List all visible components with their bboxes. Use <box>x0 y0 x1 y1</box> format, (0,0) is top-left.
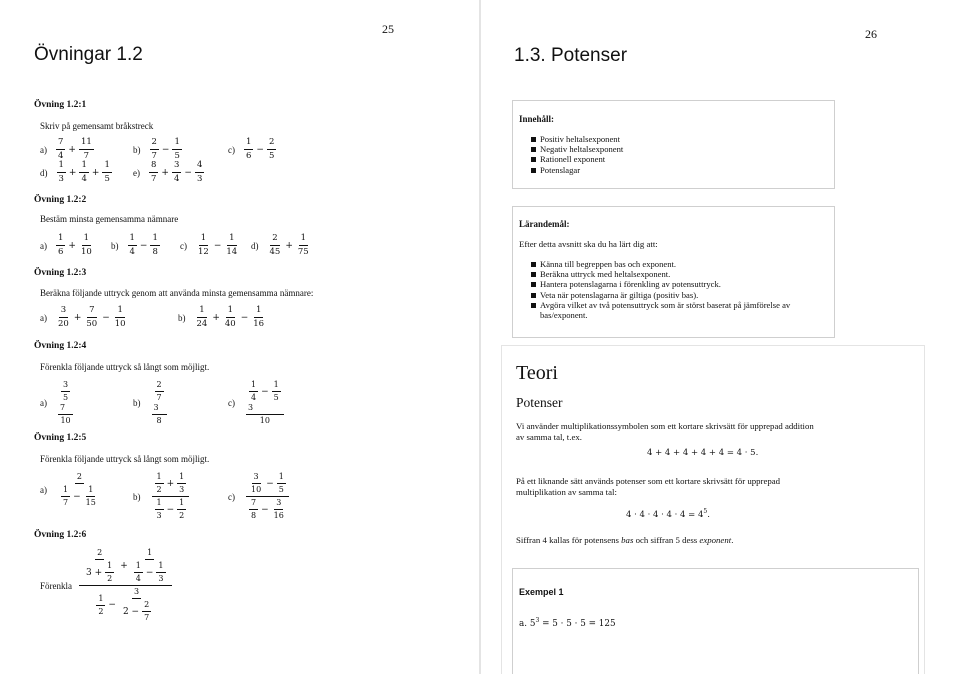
goals-title: Lärandemål: <box>519 219 570 229</box>
paragraph: Vi använder multiplikationssymbolen som ett kortare skrivsätt för upprepad addition av samma tal, t.ex. <box>516 421 814 442</box>
exercise-6: Förenkla 2 3 + $\frac{1}{2}$ + 1 $\frac{1}{4}$ − $\frac{1}{3}$ $\frac{1}{2}$ − 3 2 − $\frac{2}{7}$ <box>40 548 173 623</box>
contents-list <box>531 134 623 175</box>
list-item: Beräkna uttryck med heltalsexponent. <box>531 269 826 279</box>
exercise-1b: b) $\frac{2}{7}$ − $\frac{1}{5}$ <box>133 137 180 161</box>
section-heading: Potenser <box>516 395 563 410</box>
exercise-1d: d) $\frac{1}{3}$ + $\frac{1}{4}$ + $\frac{1}{5}$ <box>40 160 110 184</box>
exercise-title: Övning 1.2:1 <box>34 100 87 110</box>
exercise-4a: a) $\frac{3}{5}$ 7 10 <box>40 380 74 426</box>
example-a: a. $5^3 = 5 \cdot 5 \cdot 5 = 125$ <box>519 617 616 629</box>
goals-intro: Efter detta avsnitt ska du ha lärt dig att: <box>519 239 658 249</box>
exercise-1e: e) $\frac{8}{7}$ + $\frac{3}{4}$ − $\frac{4}{3}$ <box>133 160 203 184</box>
left-page <box>0 0 479 674</box>
exercise-3a: a) $\frac{3}{20}$ + $\frac{7}{50}$ − $\frac{1}{10}$ <box>40 305 126 329</box>
exercise-instruction: Förenkla följande uttryck så långt som möjligt. <box>40 362 210 372</box>
exercise-title: Övning 1.2:4 <box>34 341 87 351</box>
exercise-5a: a) 2 $\frac{1}{7}$ − $\frac{1}{15}$ <box>40 472 96 507</box>
theory-heading: Teori <box>516 362 558 384</box>
example-box <box>512 568 919 674</box>
page-number: 26 <box>865 27 877 41</box>
exercise-2c: c) $\frac{1}{12}$ − $\frac{1}{14}$ <box>180 233 238 257</box>
equation: 4 + 4 + 4 + 4 + 4 = 4 · 5. <box>647 448 759 458</box>
contents-title: Innehåll: <box>519 114 555 124</box>
right-page <box>481 0 960 674</box>
list-item: Hantera potenslagarna i förenkling av potensuttryck. <box>531 279 826 289</box>
exercise-5b: b) $\frac{1}{2}$ + $\frac{1}{3}$ $\frac{1}{3}$ − $\frac{1}{2}$ <box>133 472 190 521</box>
chapter-title: Övningar 1.2 <box>34 44 143 65</box>
exercise-title: Övning 1.2:3 <box>34 268 87 278</box>
goals-list <box>531 259 826 320</box>
equation: $4 \cdot 4 \cdot 4 \cdot 4 \cdot 4 = 4^5$. <box>626 508 710 520</box>
exercise-instruction: Skriv på gemensamt bråkstreck <box>40 121 154 131</box>
exercise-1a: a) $\frac{7}{4}$ + $\frac{11}{7}$ <box>40 137 92 161</box>
list-item: Avgöra vilket av två potensuttryck som är störst baserat på jämförelse av bas/exponent. <box>531 300 826 320</box>
page-number: 25 <box>382 22 394 36</box>
list-item: Negativ heltalsexponent <box>531 144 623 154</box>
paragraph: På ett liknande sätt används potenser som ett kortare skrivsätt för upprepad multiplikation av samma tal: <box>516 476 781 497</box>
list-item: Veta när potenslagarna är giltiga (positiv bas). <box>531 290 826 300</box>
exercise-5c: c) $\frac{3}{10}$ − $\frac{1}{5}$ $\frac{7}{8}$ − $\frac{3}{16}$ <box>228 472 290 521</box>
list-item: Rationell exponent <box>531 154 623 164</box>
exercise-instruction: Beräkna följande uttryck genom att använda minsta gemensamma nämnare: <box>40 288 314 298</box>
list-item: Känna till begreppen bas och exponent. <box>531 259 826 269</box>
learning-goals-box <box>512 206 835 338</box>
exercise-title: Övning 1.2:5 <box>34 433 87 443</box>
exercise-instruction: Förenkla följande uttryck så långt som möjligt. <box>40 454 210 464</box>
exercise-2d: d) $\frac{2}{45}$ + $\frac{1}{75}$ <box>251 233 309 257</box>
exercise-4c: c) $\frac{1}{4}$ − $\frac{1}{5}$ 3 10 <box>228 380 285 426</box>
exercise-instruction: Bestäm minsta gemensamma nämnare <box>40 214 179 224</box>
chapter-title: 1.3. Potenser <box>514 45 628 66</box>
list-item: Positiv heltalsexponent <box>531 134 623 144</box>
exercise-1c: c) $\frac{1}{6}$ − $\frac{2}{5}$ <box>228 137 275 161</box>
contents-box <box>512 100 835 189</box>
exercise-2b: b) $\frac{1}{4}$ − $\frac{1}{8}$ <box>111 233 158 257</box>
list-item: Potenslagar <box>531 165 623 175</box>
exercise-2a: a) $\frac{1}{6}$ + $\frac{1}{10}$ <box>40 233 92 257</box>
exercise-3b: b) $\frac{1}{24}$ + $\frac{1}{40}$ − $\frac{1}{16}$ <box>178 305 265 329</box>
exercise-title: Övning 1.2:6 <box>34 530 87 540</box>
exercise-title: Övning 1.2:2 <box>34 195 87 205</box>
theory-section <box>501 345 925 674</box>
paragraph: Siffran 4 kallas för potensens bas och siffran 5 dess exponent. <box>516 535 734 545</box>
exercise-4b: b) $\frac{2}{7}$ 3 8 <box>133 380 168 426</box>
example-title: Exempel 1 <box>519 587 564 597</box>
